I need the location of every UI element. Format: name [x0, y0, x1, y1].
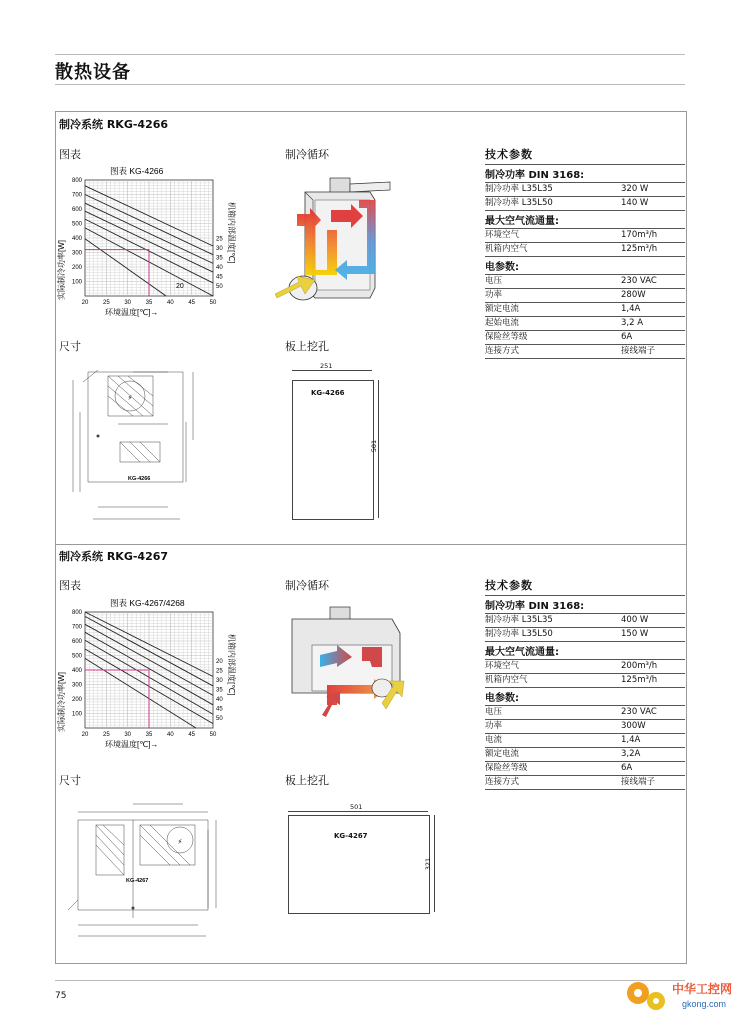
- header-bottom-rule: [55, 84, 685, 85]
- y2-axis-label: 机箱内部温度[℃]: [227, 634, 236, 696]
- cycle-label: 制冷循环: [285, 579, 329, 592]
- spec-key: 机箱内空气: [485, 675, 528, 685]
- spec-key: 电压: [485, 276, 503, 286]
- gkong-watermark-logo: [620, 965, 745, 1020]
- y-tick-label: 100: [71, 279, 82, 286]
- x-ticks: [82, 300, 217, 306]
- spec-row: [485, 344, 685, 359]
- y2-ticks: [216, 237, 223, 291]
- spec-title: 技术参数: [485, 579, 533, 592]
- chart-label: 图表: [59, 579, 81, 592]
- x-tick-label: 25: [102, 732, 110, 738]
- y-tick-label: 400: [71, 236, 82, 242]
- spec-key: 电压: [485, 707, 503, 717]
- spec-value: 接线端子: [621, 346, 656, 356]
- spec-row: [485, 330, 685, 344]
- cutout-width-dim-line: [288, 811, 428, 812]
- spec-value: 3,2 A: [621, 318, 644, 328]
- spec-row: [485, 659, 685, 673]
- x-tick-label: 35: [145, 300, 153, 306]
- spec-key: 保险丝等级: [485, 763, 528, 773]
- x-tick-label: 45: [188, 300, 196, 306]
- y2-tick-label: 25: [216, 236, 223, 243]
- y2-tick-label: 40: [216, 697, 223, 703]
- spec-value: 230 VAC: [621, 707, 657, 717]
- x-axis-label: 环境温度[℃]→: [105, 308, 159, 317]
- spec-key: 机箱内空气: [485, 244, 528, 254]
- spec-key: 额定电流: [485, 304, 520, 314]
- spec-row: [485, 288, 685, 302]
- y-ticks: [72, 610, 83, 718]
- x-ticks: [82, 732, 217, 738]
- spec-value: 140 W: [621, 198, 649, 208]
- section-title-rkg4266: 制冷系统 RKG-4266: [59, 118, 169, 131]
- page-number: 75: [55, 991, 67, 1001]
- watermark-brand: 中华工控网: [672, 982, 733, 996]
- cutout-width: 501: [350, 803, 363, 811]
- spec-group-electrical: 电参数:: [485, 256, 685, 274]
- y2-tick-label: 45: [216, 706, 223, 713]
- spec-value: 230 VAC: [621, 276, 657, 286]
- y-tick-label: 300: [71, 682, 82, 689]
- section-divider: [55, 544, 687, 545]
- y2-tick-label: 35: [216, 255, 223, 262]
- spec-value: 125m³/h: [621, 244, 658, 254]
- watermark-url: gkong.com: [682, 999, 727, 1009]
- cutout-height: 321: [424, 857, 433, 871]
- cutout-model: KG-4267: [334, 832, 368, 840]
- y-tick-label: 200: [71, 265, 82, 271]
- spec-value: 150 W: [621, 629, 649, 639]
- section-title-rkg4267: 制冷系统 RKG-4267: [59, 550, 169, 563]
- drawing-model-label: KG-4267: [126, 878, 149, 884]
- y-tick-label: 600: [71, 207, 82, 213]
- spec-value: 200m³/h: [621, 661, 658, 671]
- y-tick-label: 600: [71, 639, 82, 645]
- y-tick-label: 700: [71, 192, 82, 199]
- y2-tick-label: 50: [216, 284, 223, 290]
- cutout-label: 板上挖孔: [285, 340, 329, 353]
- spec-key: 制冷功率 L35L50: [485, 629, 553, 639]
- lightning-icon: ⚡: [177, 839, 183, 846]
- spec-value: 3,2A: [621, 749, 641, 759]
- performance-chart-kg4267: [55, 592, 240, 752]
- x-tick-label: 45: [188, 732, 196, 738]
- cutout-width-dim-line: [292, 370, 372, 371]
- chart-label: 图表: [59, 148, 81, 161]
- y-tick-label: 800: [71, 178, 82, 184]
- spec-value: 320 W: [621, 184, 649, 194]
- y2-tick-label: 30: [216, 678, 223, 684]
- spec-row: [485, 733, 685, 747]
- spec-row: [485, 747, 685, 761]
- x-tick-label: 40: [166, 732, 174, 738]
- cutout-panel-kg4266: [292, 380, 374, 520]
- spec-key: 制冷功率 L35L35: [485, 615, 553, 625]
- y2-axis-label: 机箱内部温度[℃]: [227, 202, 236, 264]
- y2-tick-label: 25: [216, 668, 223, 675]
- spec-key: 功率: [485, 290, 503, 300]
- y-tick-label: 100: [71, 711, 82, 718]
- spec-group-cooling: 制冷功率 DIN 3168:: [485, 595, 685, 613]
- x-tick-label: 40: [166, 300, 174, 306]
- dimension-label: 尺寸: [59, 774, 81, 787]
- spec-row: [485, 775, 685, 790]
- spec-value: 280W: [621, 290, 646, 300]
- spec-value: 6A: [621, 332, 633, 342]
- page-title: 散热设备: [55, 62, 131, 83]
- mount-point: [97, 435, 100, 438]
- lightning-icon: ⚡: [127, 395, 133, 402]
- spec-value: 1,4A: [621, 735, 641, 745]
- dimension-drawing-kg4267: [58, 800, 223, 940]
- x-tick-label: 30: [124, 732, 132, 738]
- spec-key: 连接方式: [485, 777, 520, 787]
- spec-key: 功率: [485, 721, 503, 731]
- x-tick-label: 20: [81, 732, 89, 738]
- spec-table-rkg4267: [485, 577, 685, 790]
- x-tick-label: 50: [209, 300, 217, 306]
- refrigeration-cycle-diagram-2: [282, 605, 412, 720]
- refrigeration-cycle-diagram-1: [275, 170, 400, 310]
- y-tick-label: 200: [71, 697, 82, 703]
- spec-group-airflow: 最大空气流通量:: [485, 210, 685, 228]
- y-tick-label: 500: [71, 653, 82, 660]
- drawing-model-label: KG-4266: [128, 476, 151, 482]
- cutout-panel-kg4267: [288, 815, 433, 914]
- chart-title: 图表 KG-4267/4268: [110, 598, 185, 608]
- footer-rule: [55, 980, 685, 981]
- spec-row: [485, 719, 685, 733]
- spec-group-cooling: 制冷功率 DIN 3168:: [485, 164, 685, 182]
- chart-title: 图表 KG-4266: [110, 166, 164, 176]
- spec-value: 接线端子: [621, 777, 656, 787]
- curve-label: 20: [176, 283, 184, 290]
- spec-key: 制冷功率 L35L50: [485, 198, 553, 208]
- cutout-model: KG-4266: [311, 389, 345, 397]
- spec-row: [485, 274, 685, 288]
- cycle-label: 制冷循环: [285, 148, 329, 161]
- spec-row: [485, 316, 685, 330]
- y-tick-label: 500: [71, 221, 82, 228]
- y2-tick-label: 40: [216, 265, 223, 271]
- y-tick-label: 300: [71, 250, 82, 257]
- spec-row: [485, 302, 685, 316]
- mount-point: [132, 907, 135, 910]
- y-ticks: [72, 178, 83, 286]
- x-tick-label: 35: [145, 732, 153, 738]
- y2-tick-label: 30: [216, 246, 223, 252]
- cutout-label: 板上挖孔: [285, 774, 329, 787]
- y2-tick-label: 20: [216, 659, 223, 665]
- spec-value: 170m³/h: [621, 230, 658, 240]
- spec-value: 1,4A: [621, 304, 641, 314]
- header-top-rule: [55, 54, 685, 55]
- spec-key: 制冷功率 L35L35: [485, 184, 553, 194]
- spec-key: 连接方式: [485, 346, 520, 356]
- cutout-height: 501: [370, 439, 379, 453]
- x-tick-label: 20: [81, 300, 89, 306]
- dimension-drawing-kg4266: [58, 362, 213, 524]
- spec-row: [485, 761, 685, 775]
- spec-table-rkg4266: [485, 146, 685, 359]
- spec-key: 环境空气: [485, 230, 520, 240]
- spec-row: [485, 673, 685, 687]
- performance-chart-kg4266: [55, 160, 240, 320]
- spec-row: [485, 182, 685, 196]
- spec-group-airflow: 最大空气流通量:: [485, 641, 685, 659]
- y-axis-label: 实际制冷功率[W]: [57, 240, 66, 300]
- spec-key: 额定电流: [485, 749, 520, 759]
- cutout-width: 251: [320, 362, 333, 370]
- cutout-height-dim-line: [434, 815, 435, 912]
- dimension-label: 尺寸: [59, 340, 81, 353]
- x-tick-label: 25: [102, 300, 110, 306]
- spec-key: 电流: [485, 735, 503, 745]
- y2-ticks: [216, 659, 223, 722]
- spec-row: [485, 613, 685, 627]
- spec-value: 400 W: [621, 615, 649, 625]
- x-axis-label: 环境温度[℃]→: [105, 740, 159, 749]
- spec-group-electrical: 电参数:: [485, 687, 685, 705]
- y2-tick-label: 35: [216, 687, 223, 694]
- y-tick-label: 700: [71, 624, 82, 631]
- spec-key: 保险丝等级: [485, 332, 528, 342]
- y2-tick-label: 50: [216, 716, 223, 722]
- spec-value: 300W: [621, 721, 646, 731]
- spec-row: [485, 705, 685, 719]
- spec-key: 起始电流: [485, 318, 520, 328]
- y-tick-label: 800: [71, 610, 82, 616]
- y2-tick-label: 45: [216, 274, 223, 281]
- x-tick-label: 30: [124, 300, 132, 306]
- spec-row: [485, 228, 685, 242]
- spec-title: 技术参数: [485, 148, 533, 161]
- spec-key: 环境空气: [485, 661, 520, 671]
- spec-value: 125m³/h: [621, 675, 658, 685]
- x-tick-label: 50: [209, 732, 217, 738]
- y-tick-label: 400: [71, 668, 82, 674]
- spec-row: [485, 242, 685, 256]
- spec-value: 6A: [621, 763, 633, 773]
- spec-row: [485, 627, 685, 641]
- y-axis-label: 实际制冷功率[W]: [57, 672, 66, 732]
- spec-row: [485, 196, 685, 210]
